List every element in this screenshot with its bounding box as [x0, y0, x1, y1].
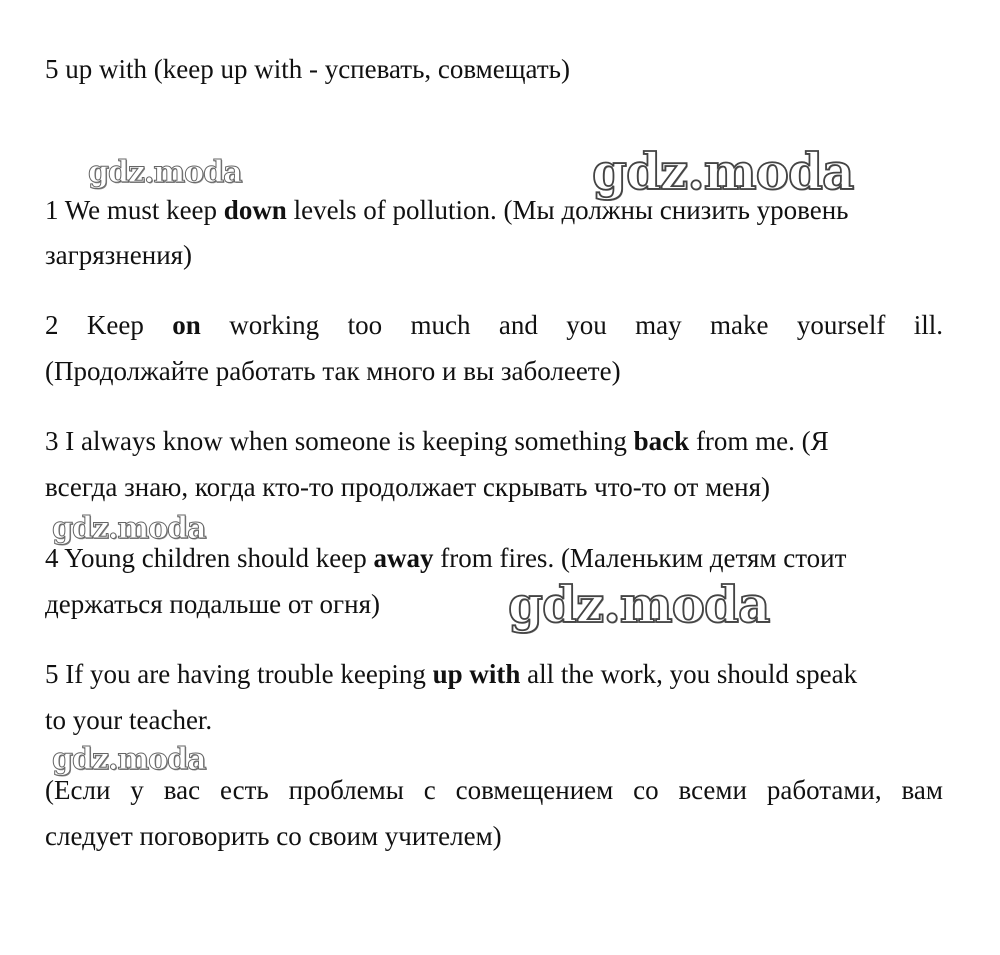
watermark-logo: gdz.moda	[88, 155, 242, 190]
item-1-line-2	[45, 232, 943, 278]
text-segment: всегда знаю, когда кто-то продолжает скрывать что-то от меня)	[45, 472, 771, 502]
phrasal-particle: up with	[432, 659, 521, 689]
watermark-logo: gdz.moda	[52, 511, 206, 546]
item-5-line-4	[45, 813, 943, 859]
item-4-line-2	[45, 581, 943, 627]
watermark-logo: gdz.moda	[52, 742, 206, 777]
phrasal-particle: on	[172, 310, 201, 340]
text-segment: all the work, you should speak	[520, 659, 858, 689]
text-segment: levels of pollution. (Мы должны снизить уровень	[286, 195, 849, 225]
text-segment: держаться подальше от огня)	[45, 589, 380, 619]
text-segment: 5 If you are having trouble keeping	[45, 659, 433, 689]
item-3-line-1	[45, 418, 943, 464]
item-1-line-1	[45, 187, 943, 233]
watermark-logo: gdz.moda	[592, 142, 854, 201]
item-2-line-1	[45, 302, 943, 348]
item-5-line-1	[45, 651, 943, 697]
item-5-line-2	[45, 697, 943, 743]
text-segment: 3 I always know when someone is keeping something	[45, 426, 634, 456]
text-segment: 4 Young children should keep	[45, 543, 374, 573]
item-2-line-2	[45, 348, 943, 394]
text-segment: следует поговорить со своим учителем)	[45, 821, 502, 851]
text-segment: to your teacher.	[45, 705, 213, 735]
phrasal-particle: back	[633, 426, 690, 456]
text-segment: (Если у вас есть проблемы с совмещением со всеми работами, вам	[45, 775, 943, 805]
item-4-line-1	[45, 535, 943, 581]
text-segment: working too much and you may make yourself ill.	[200, 310, 943, 340]
item-3-line-2	[45, 464, 943, 510]
text-segment: from me. (Я	[689, 426, 829, 456]
item-5-line-3	[45, 767, 943, 813]
text-segment: from fires. (Маленьким детям стоит	[433, 543, 847, 573]
text-segment: 1 We must keep	[45, 195, 224, 225]
text-segment: (Продолжайте работать так много и вы заболеете)	[45, 356, 621, 386]
text-segment: загрязнения)	[45, 240, 193, 270]
phrasal-particle: down	[223, 195, 287, 225]
text-segment: 2 Keep	[45, 310, 173, 340]
watermark-logo: gdz.moda	[508, 575, 770, 634]
phrasal-particle: away	[373, 543, 434, 573]
intro-line: 5 up with (keep up with - успевать, совмещать)	[45, 54, 570, 84]
